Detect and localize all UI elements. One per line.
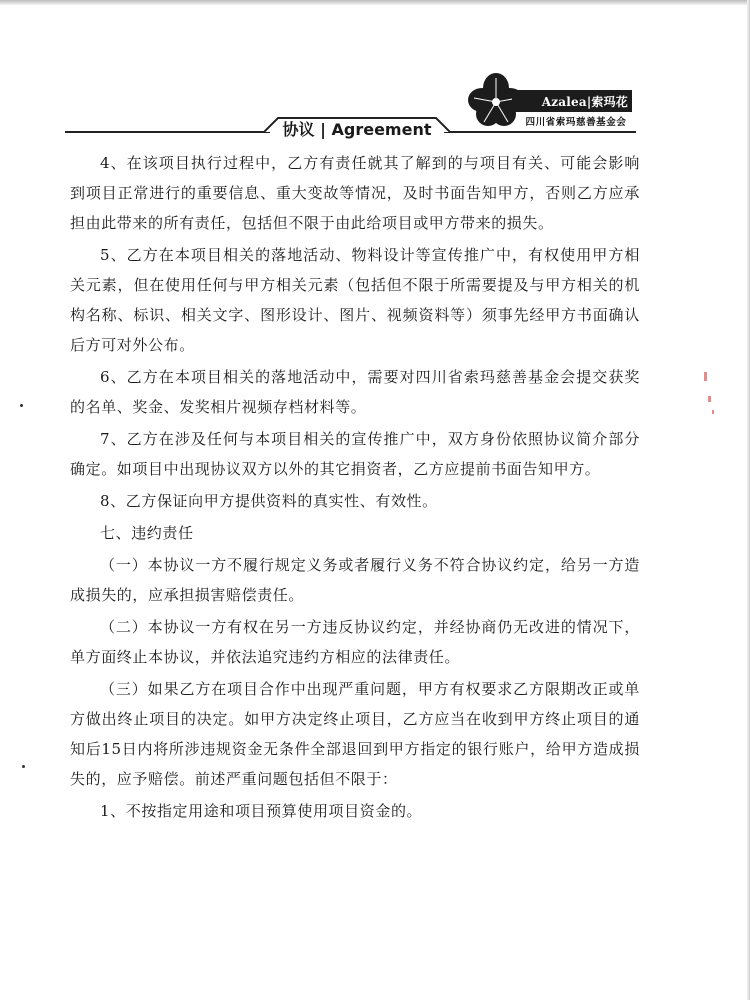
page-title: 协议 | Agreement <box>282 120 432 139</box>
clause-paragraph: （一）本协议一方不履行规定义务或者履行义务不符合协议约定，给另一方造成损失的，应承担损害赔偿责任。 <box>70 556 640 604</box>
clause-paragraph: （二）本协议一方有权在另一方违反协议约定，并经协商仍无改进的情况下，单方面终止本协议，并依法追究违约方相应的法律责任。 <box>70 618 640 666</box>
clause-paragraph: 7、乙方在涉及任何与本项目相关的宣传推广中，双方身份依照协议简介部分确定。如项目中出现协议双方以外的其它捐资者，乙方应提前书面告知甲方。 <box>70 430 640 478</box>
section-heading: 七、违约责任 <box>100 524 194 542</box>
scan-mark <box>704 372 707 381</box>
scan-mark <box>708 396 711 402</box>
header-title-tab <box>264 116 450 138</box>
page-edge <box>0 0 750 5</box>
clause-paragraph: 4、在该项目执行过程中，乙方有责任就其了解到的与项目有关、可能会影响到项目正常进行的重要信息、重大变故等情况，及时书面告知甲方，否则乙方应承担由此带来的所有责任，包括但不限于由此给项目或甲方带来的损失。 <box>70 154 640 232</box>
clause-paragraph: 1、不按指定用途和项目预算使用项目资金的。 <box>100 802 423 820</box>
clause-paragraph: （三）如果乙方在项目合作中出现严重问题，甲方有权要求乙方限期改正或单方做出终止项目的决定。如甲方决定终止项目，乙方应当在收到甲方终止项目的通知后15日内将所涉违规资金无条件全部退回到甲方指定的银行账户，给甲方造成损失的，应予赔偿。前述严重问题包括但不限于： <box>70 680 640 788</box>
scan-dot <box>22 765 25 768</box>
clause-paragraph: 6、乙方在本项目相关的落地活动中，需要对四川省索玛慈善基金会提交获奖的名单、奖金、发奖相片视频存档材料等。 <box>70 368 640 416</box>
header-rule <box>444 131 636 133</box>
agreement-body <box>70 148 640 828</box>
scan-dot <box>20 404 23 407</box>
clause-paragraph: 8、乙方保证向甲方提供资料的真实性、有效性。 <box>100 492 438 510</box>
foundation-logo <box>464 70 634 128</box>
scan-mark <box>712 410 714 414</box>
logo-banner <box>512 90 632 112</box>
logo-org-name: 四川省索玛慈善基金会 <box>525 117 627 128</box>
logo-brand-text: Azalea|索玛花 <box>541 94 628 109</box>
clause-paragraph: 5、乙方在本项目相关的落地活动、物料设计等宣传推广中，有权使用甲方相关元素，但在使用任何与甲方相关元素（包括但不限于所需要提及与甲方相关的机构名称、标识、相关文字、图形设计、图片、视频资料等）须事先经甲方书面确认后方可对外公布。 <box>70 246 640 354</box>
header-rule <box>65 131 270 133</box>
